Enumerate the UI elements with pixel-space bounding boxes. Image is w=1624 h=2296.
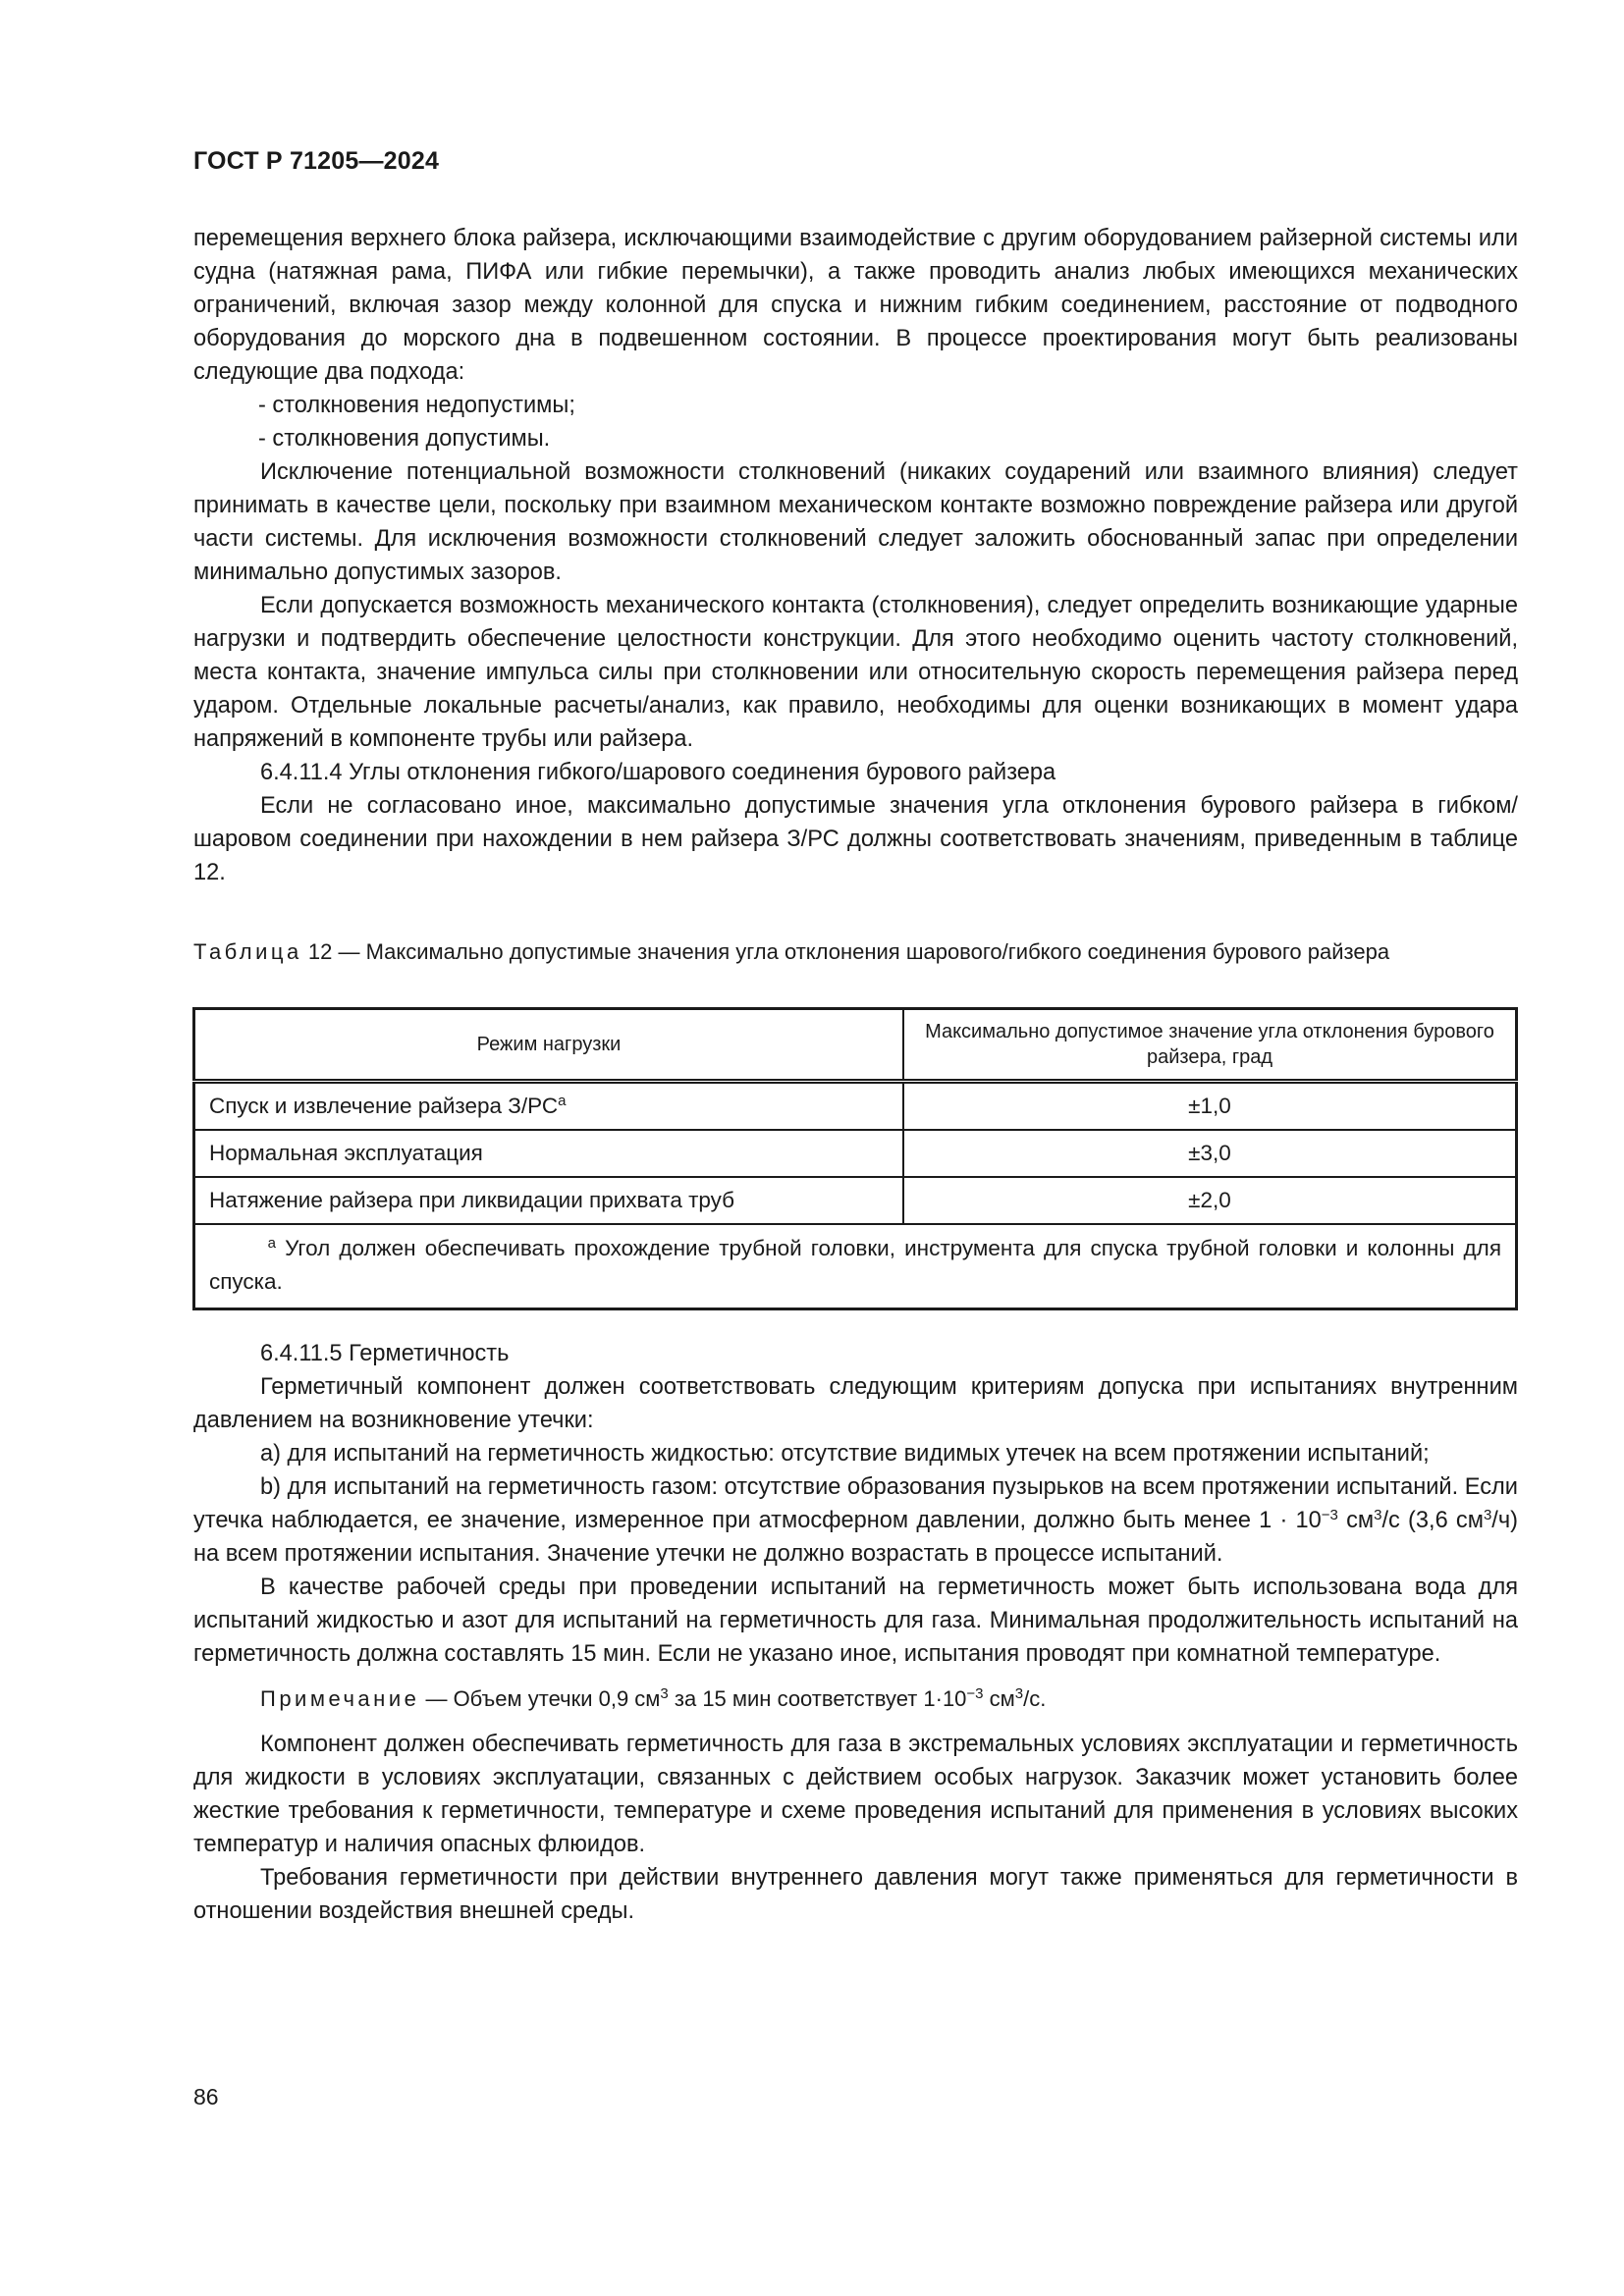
cell-load-mode <box>194 1082 904 1131</box>
text: /с. <box>1023 1686 1047 1711</box>
section-intro <box>193 222 1518 889</box>
text: — Объем утечки 0,9 см <box>419 1686 661 1711</box>
cell-angle-value: ±1,0 <box>903 1082 1517 1131</box>
paragraph-extreme-conditions: Компонент должен обеспечивать герметичность для газа в экстремальных условиях эксплуатации и герметичность для жидкости в условиях эксплуатации, связанных с действием особых нагрузок. Заказчик может установить более жесткие требования к герметичности, температуре и схеме проведения испытаний для применения в условиях высоких температур и наличия опасных флюидов. <box>193 1732 1518 1857</box>
text: см <box>983 1686 1015 1711</box>
cell-angle-value: ±2,0 <box>903 1177 1517 1224</box>
text: /с (3,6 см <box>1381 1508 1484 1533</box>
list-item-b <box>193 1470 1518 1571</box>
page-number: 86 <box>193 2084 219 2109</box>
cell-load-mode: Натяжение райзера при ликвидации прихвата труб <box>194 1177 904 1224</box>
footnote-marker: a <box>267 1235 276 1252</box>
list-item: - столкновения допустимы. <box>258 426 551 452</box>
exponent: −3 <box>1321 1507 1338 1523</box>
exponent: 3 <box>1483 1507 1492 1523</box>
section-heading-6-4-11-4: 6.4.11.4 Углы отклонения гибкого/шарового соединения бурового райзера <box>260 760 1056 785</box>
exponent: 3 <box>660 1685 669 1702</box>
paragraph-test-media: В качестве рабочей среды при проведении испытаний на герметичность может быть использована вода для испытаний жидкостью и азот для испытаний на герметичность для газа. Минимальная продолжительность испытаний на герметичность должна составлять 15 мин. Если не указано иное, испытания проводят при комнатной температуре. <box>193 1575 1518 1667</box>
text: b) для испытаний на герметичность газом: отсутствие образования пузырьков на всем протяжении испытаний. Если утечка наблюдается, ее значение, измеренное при атмосферном давлении, должно быть менее 1 · 10 <box>193 1474 1518 1533</box>
column-header-load-mode: Режим нагрузки <box>194 1009 904 1082</box>
cell-text: Спуск и извлечение райзера З/РС <box>209 1094 559 1118</box>
table-row <box>194 1082 1517 1131</box>
footnote-text: Угол должен обеспечивать прохождение трубной головки, инструмента для спуска трубной головки и колонны для спуска. <box>209 1236 1501 1294</box>
table-row <box>194 1177 1517 1224</box>
paragraph-collision-allowed: Если допускается возможность механического контакта (столкновения), следует определить возникающие ударные нагрузки и подтвердить обеспечение целостности конструкции. Для этого необходимо оценить частоту столкновений, места контакта, значение импульса силы при столкновении или относительную скорость перемещения райзера перед ударом. Отдельные локальные расчеты/анализ, как правило, необходимы для оценки возникающих в момент удара напряжений в компоненте трубы или райзера. <box>193 593 1518 752</box>
table-footnote <box>194 1224 1517 1309</box>
table-header-row <box>194 1009 1517 1082</box>
table-caption <box>193 937 1518 967</box>
table-12 <box>192 1007 1518 1310</box>
list-item: - столкновения недопустимы; <box>258 393 575 418</box>
table-footnote-row <box>194 1224 1517 1309</box>
table-row <box>194 1130 1517 1177</box>
section-heading-6-4-11-5: 6.4.11.5 Герметичность <box>260 1341 510 1366</box>
text: за 15 мин соответствует 1·10 <box>668 1686 967 1711</box>
list-item-a: а) для испытаний на герметичность жидкостью: отсутствие видимых утечек на всем протяжении испытаний; <box>260 1441 1430 1467</box>
exponent: −3 <box>966 1685 984 1702</box>
paragraph-criteria-intro: Герметичный компонент должен соответствовать следующим критериям допуска при испытаниях внутренним давлением на возникновение утечки: <box>193 1374 1518 1433</box>
note <box>193 1682 1518 1716</box>
section-6-4-11-5 <box>193 1337 1518 1928</box>
paragraph-continuation: перемещения верхнего блока райзера, исключающими взаимодействие с другим оборудованием райзерной системы или судна (натяжная рама, ПИФА или гибкие перемычки), а также проводить анализ любых имеющихся механических ограничений, включая зазор между колонной для спуска и нижним гибким соединением, расстояние от подводного оборудования до морского дна в подвешенном состоянии. В процессе проектирования могут быть реализованы следующие два подхода: <box>193 226 1518 385</box>
text: см <box>1337 1508 1375 1533</box>
cell-angle-value: ±3,0 <box>903 1130 1517 1177</box>
footnote-marker: a <box>558 1093 567 1109</box>
column-header-max-angle: Максимально допустимое значение угла отклонения бурового райзера, град <box>903 1009 1517 1082</box>
document-header: ГОСТ Р 71205—2024 <box>193 147 440 175</box>
paragraph-external-environment: Требования герметичности при действии внутреннего давления могут также применяться для герметичности в отношении воздействия внешней среды. <box>193 1865 1518 1924</box>
table-caption-text: 12 — Максимально допустимые значения угла отклонения шарового/гибкого соединения бурового райзера <box>301 939 1390 964</box>
note-label: Примечание <box>260 1686 420 1711</box>
exponent: 3 <box>1014 1685 1024 1702</box>
text: /ч) на всем протяжении испытания. Значение утечки не должно возрастать в процессе испытаний. <box>193 1508 1518 1567</box>
cell-load-mode: Нормальная эксплуатация <box>194 1130 904 1177</box>
paragraph-collision-exclusion: Исключение потенциальной возможности столкновений (никаких соударений или взаимного влияния) следует принимать в качестве цели, поскольку при взаимном механическом контакте возможно повреждение райзера или другой части системы. Для исключения возможности столкновений следует заложить обоснованный запас при определении минимально допустимых зазоров. <box>193 459 1518 585</box>
paragraph-angle-limits: Если не согласовано иное, максимально допустимые значения угла отклонения бурового райзера в гибком/шаровом соединении при нахождении в нем райзера З/РС должны соответствовать значениям, приведенным в таблице 12. <box>193 793 1518 885</box>
exponent: 3 <box>1374 1507 1382 1523</box>
table-caption-label: Таблица <box>193 939 302 964</box>
